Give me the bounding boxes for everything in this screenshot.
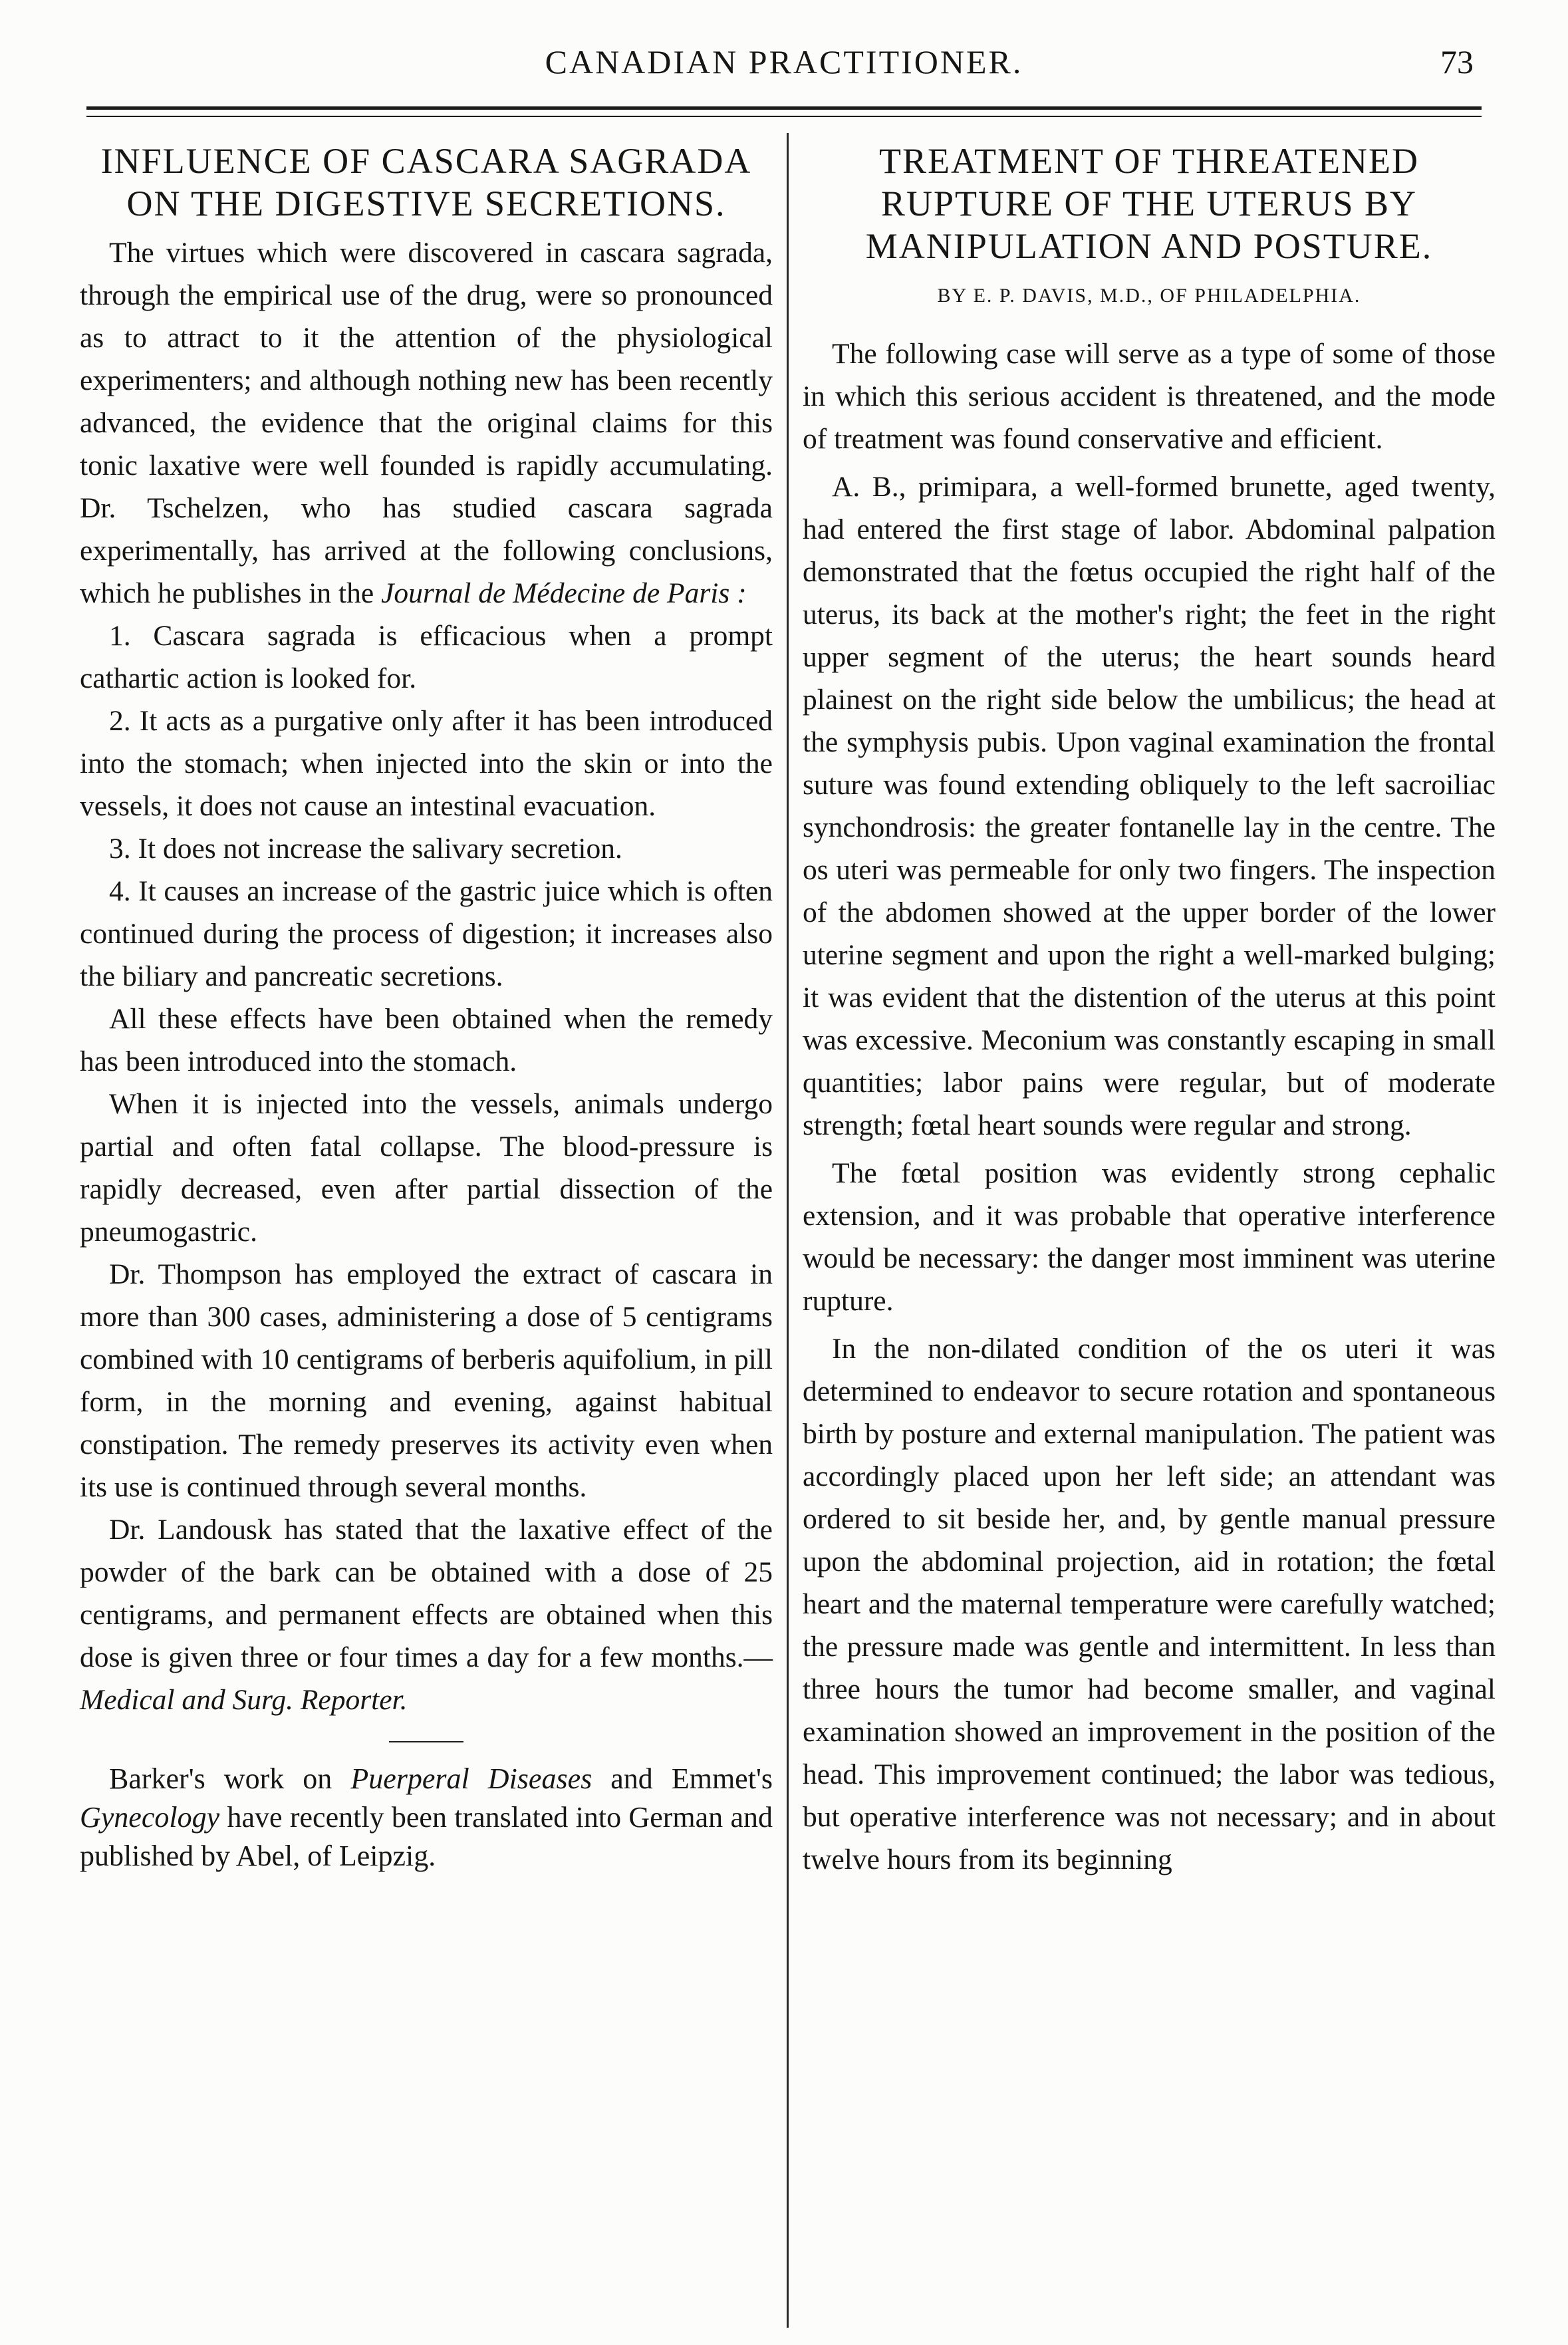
header-rule-thin xyxy=(86,116,1482,117)
conclusion-item: 3. It does not increase the salivary secretion. xyxy=(109,833,622,865)
column-divider xyxy=(787,133,789,2328)
note-text-1: Barker's work on xyxy=(109,1762,332,1795)
paragraph-vessels: When it is injected into the vessels, animals undergo partial and often fatal collapse. The blood-pressure is rapidly decreased, even after partial dissection of the pneumogastric. xyxy=(80,1088,773,1248)
translation-note xyxy=(80,1760,773,1875)
journal-name: Journal de Médecine de Paris : xyxy=(381,577,747,609)
paragraph-thompson: Dr. Thompson has employed the extract of cascara in more than 300 cases, administering a dose of 5 centigrams combined with 10 centigrams of berberis aquifolium, in pill form, in the morning and evening, against habitual constipation. The remedy preserves its activity even when its use is continued through several months. xyxy=(80,1258,773,1503)
case-paragraph: A. B., primipara, a well-formed brunette, aged twenty, had entered the first stage of labor. Abdominal palpation demonstrated that the fœtus occupied the right half of the uterus, its back at the mother's right; the feet in the right upper segment of the uterus; the heart sounds heard plainest on the right side below the umbilicus; the head at the symphysis pubis. Upon vaginal examination the frontal suture was found extending obliquely to the left sacroiliac synchondrosis: the greater fontanelle lay in the centre. The os uteri was permeable for only two fingers. The inspection of the abdomen showed at the upper border of the lower uterine segment and upon the right a well-marked bulging; it was evident that the distention of the uterus at this point was excessive. Meconium was constantly escaping in small quantities; labor pains were regular, but of moderate strength; fœtal heart sounds were regular and strong. xyxy=(803,471,1496,1141)
conclusion-item: 2. It acts as a purgative only after it has been introduced into the stomach; when injected into the skin or into the vessels, it does not cause an intestinal evacuation. xyxy=(80,705,773,822)
header-rule-thick xyxy=(86,106,1482,110)
book-title-puerperal: Puerperal Diseases xyxy=(350,1762,592,1795)
paragraph-effects: All these effects have been obtained when the remedy has been introduced into the stomach. xyxy=(80,1003,773,1077)
source-citation: Medical and Surg. Reporter. xyxy=(80,1684,408,1716)
running-head xyxy=(86,39,1482,85)
article-intro-paragraph xyxy=(80,231,773,615)
article-title-uterus: TREATMENT OF THREATENED RUPTURE OF THE UTERUS BY MANIPULATION AND POSTURE. xyxy=(865,141,1433,266)
conclusion-item: 1. Cascara sagrada is efficacious when a prompt cathartic action is looked for. xyxy=(80,620,773,694)
book-title-gynecology: Gynecology xyxy=(80,1801,220,1834)
intro-text: The virtues which were discovered in cascara sagrada, through the empirical use of the drug, were so pronounced as to attract to it the attention of the physiological experimenters; and although nothing new has been recently advanced, the evidence that the original claims for this tonic laxative were well founded is rapidly accumulating. Dr. Tschelzen, who has studied cascara sagrada experimentally, has arrived at the following conclusions, which he publishes in the xyxy=(80,237,773,609)
right-column xyxy=(803,140,1496,1886)
landousk-text: Dr. Landousk has stated that the laxative effect of the powder of the bark can be obtained with a dose of 25 centigrams, and permanent effects are obtained when this dose is given three or four times a day for a few months.— xyxy=(80,1514,773,1673)
case-paragraph: In the non-dilated condition of the os uteri it was determined to endeavor to secure rotation and spontaneous birth by posture and external manipulation. The patient was accordingly placed upon her left side; an attendant was ordered to sit beside her, and, by gentle manual pressure upon the abdominal projection, aid in rotation; the fœtal heart and the maternal temperature were carefully watched; the pressure made was gentle and intermittent. In less than three hours the tumor had become smaller, and vaginal examination showed an improvement in the position of the head. This improvement continued; the labor was tedious, but operative interference was not necessary; and in about twelve hours from its beginning xyxy=(803,1333,1496,1875)
running-head-title: CANADIAN PRACTITIONER. xyxy=(545,43,1023,80)
author-byline: BY E. P. DAVIS, M.D., OF PHILADELPHIA. xyxy=(937,285,1361,307)
case-paragraph: The fœtal position was evidently strong cephalic extension, and it was probable that operative interference would be necessary: the danger most imminent was uterine rupture. xyxy=(803,1157,1496,1317)
conclusion-item: 4. It causes an increase of the gastric juice which is often continued during the process of digestion; it increases also the biliary and pancreatic secretions. xyxy=(80,875,773,992)
section-separator xyxy=(389,1741,463,1742)
paragraph-landousk xyxy=(80,1508,773,1721)
note-text-2: and Emmet's xyxy=(610,1762,773,1795)
left-column xyxy=(80,140,773,1875)
page-number: 73 xyxy=(1440,43,1474,80)
case-paragraph: The following case will serve as a type of some of those in which this serious accident is threatened, and the mode of treatment was found conservative and efficient. xyxy=(803,338,1496,455)
article-title-cascara: INFLUENCE OF CASCARA SAGRADA ON THE DIGESTIVE SECRETIONS. xyxy=(100,141,752,223)
note-text-3: have recently been translated into German and published by Abel, of Leipzig. xyxy=(80,1801,773,1872)
